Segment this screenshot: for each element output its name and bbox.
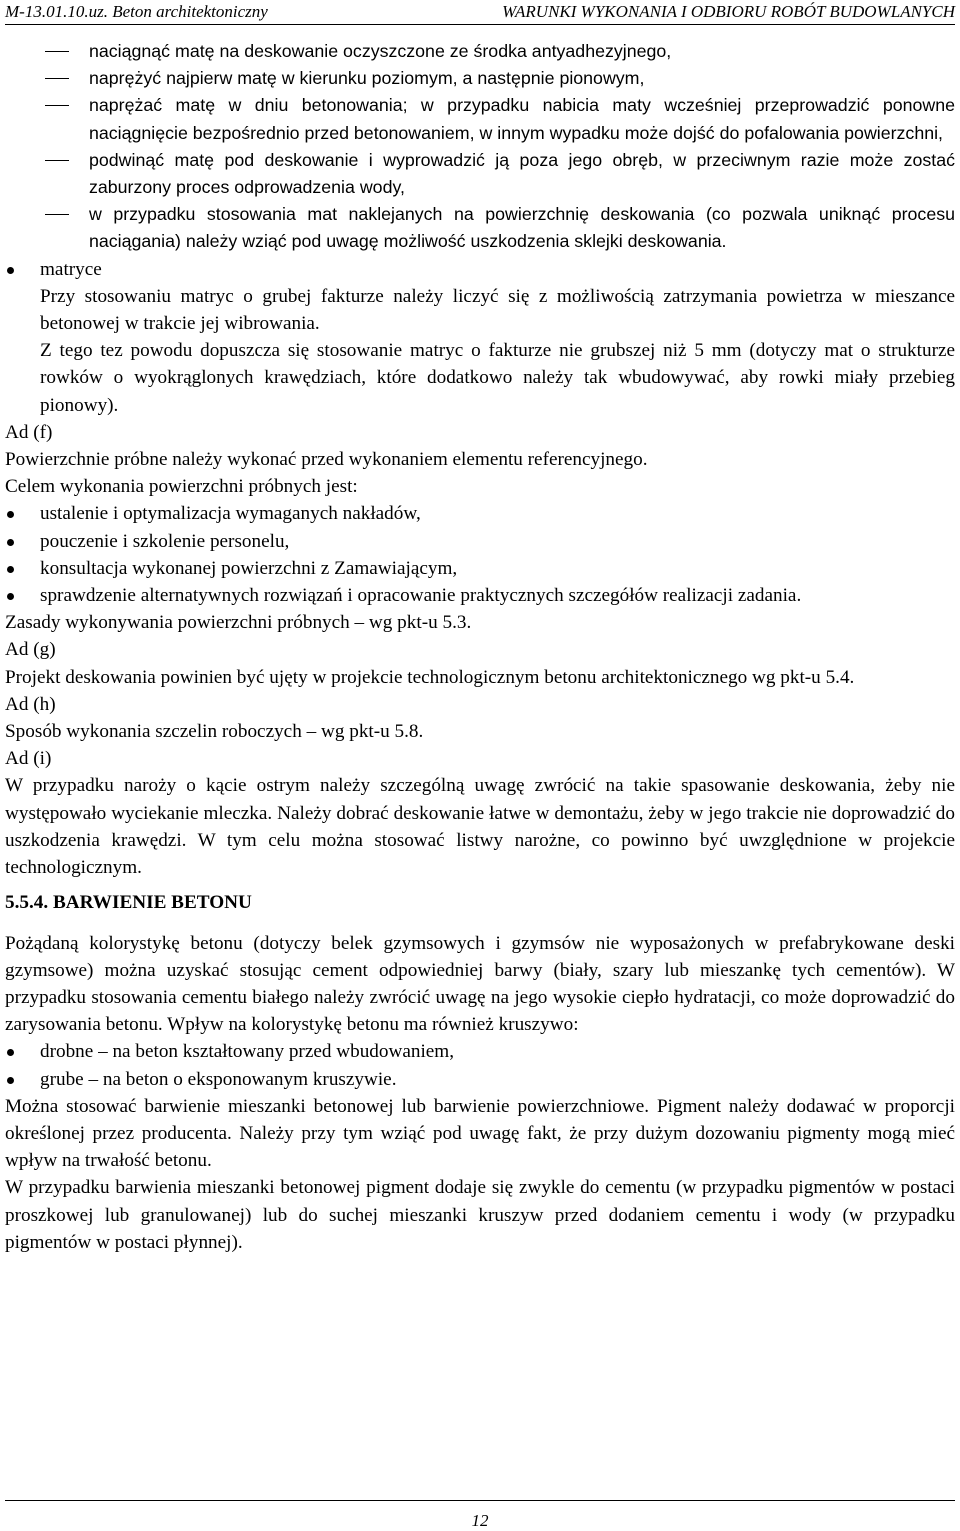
ad-g-label: Ad (g) [5,639,56,661]
dash-item: naciągnąć matę na deskowanie oczyszczone ze środka antyadhezyjnego, [5,38,955,65]
section-paragraph: W przypadku barwienia mieszanki betonowej pigment dodaje się zwykle do cementu (w przypadku pigmentów w postaci proszkowej lub granulowanej) lub do suchej mieszanki kruszyw przed dodaniem cementu i wody (w przypadku pigmentów w postaci płynnej). [5,1177,955,1253]
dash-item: w przypadku stosowania mat naklejanych na powierzchnię deskowania (co pozwala uniknąć procesu naciągania) należy wziąć pod uwagę możliwość uszkodzenia sklejki deskowania. [5,201,955,255]
header-section-title: WARUNKI WYKONANIA I ODBIORU ROBÓT BUDOWLANYCH [502,2,955,21]
ad-h-label: Ad (h) [5,693,56,715]
dash-list [5,38,955,256]
section-paragraph: Pożądaną kolorystykę betonu (dotyczy belek gzymsowych i gzymsów nie wyposażonych w prefabrykowane deski gzymsowe) można uzyskać stosując cement odpowiedniej barwy (biały, szary lub mieszankę tych cementów). W przypadku stosowania cementu białego należy zwrócić uwagę na jego wysokie ciepło hydratacji, co może doprowadzić do zarysowania betonu. Wpływ na kolorystykę betonu ma również kruszywo: [5,932,955,1036]
page-number: 12 [471,1511,489,1530]
matryce-bullet: matryce [5,256,955,283]
ad-f-bullet: ustalenie i optymalizacja wymaganych nakładów, [5,500,955,527]
section-heading: 5.5.4. BARWIENIE BETONU [5,892,252,914]
ad-i-paragraph: W przypadku naroży o kącie ostrym należy szczególną uwagę zwrócić na takie spasowanie deskowania, żeby nie występowało wyciekanie mleczka. Należy dobrać deskowanie łatwe w demontażu, żeby w jego trakcie nie doprowadzić do uszkodzenia krawędzi. W tym celu można stosować listwy narożne, co powinno być uwzględnione w projekcie technologicznym. [5,775,955,879]
footer-rule [5,1500,955,1501]
ad-f-bullet: sprawdzenie alternatywnych rozwiązań i opracowanie praktycznych szczegółów realizacji zadania. [5,582,955,609]
ad-f-paragraph: Zasady wykonywania powierzchni próbnych – wg pkt-u 5.3. [5,612,472,634]
ad-f-paragraph: Powierzchnie próbne należy wykonać przed wykonaniem elementu referencyjnego. [5,449,648,471]
header-document-code: M-13.01.10.uz. Beton architektoniczny [5,2,268,21]
dash-item: naprężyć najpierw matę w kierunku poziomym, a następnie pionowym, [5,65,955,92]
ad-f-bullet: pouczenie i szkolenie personelu, [5,528,955,555]
ad-i-label: Ad (i) [5,748,52,770]
matryce-paragraph: Przy stosowaniu matryc o grubej fakturze należy liczyć się z możliwością zatrzymania powietrza w mieszance betonowej w trakcie jej wibrowania. [40,285,955,335]
ad-h-paragraph: Sposób wykonania szczelin roboczych – wg pkt-u 5.8. [5,721,424,743]
section-bullet: grube – na beton o eksponowanym kruszywie. [5,1066,955,1093]
page-header [5,2,955,25]
dash-item: naprężać matę w dniu betonowania; w przypadku nabicia maty wcześniej przeprowadzić ponowne naciągnięcie bezpośrednio przed betonowaniem, w innym wypadku może dojść do pofalowania powierzchni, [5,92,955,146]
ad-f-bullet: konsultacja wykonanej powierzchni z Zamawiającym, [5,555,955,582]
section-paragraph: Można stosować barwienie mieszanki betonowej lub barwienie powierzchniowe. Pigment należy dodawać w proporcji określonej przez producenta. Należy przy tym wziąć pod uwagę fakt, że przy dużym dozowaniu pigmenty mogą mieć wpływ na trwałość betonu. [5,1095,955,1172]
dash-item: podwinąć matę pod deskowanie i wyprowadzić ją poza jego obręb, w przeciwnym razie może zostać zaburzony proces odprowadzenia wody, [5,147,955,201]
section-bullet: drobne – na beton kształtowany przed wbudowaniem, [5,1038,955,1065]
page-body [5,38,955,1256]
ad-f-label: Ad (f) [5,421,53,443]
matryce-paragraph: Z tego tez powodu dopuszcza się stosowanie matryc o fakturze nie grubszej niż 5 mm (dotyczy mat o strukturze rowków o wyokrąglonych krawędziach, które dodatkowo należy tak wbudowywać, aby rowki miały przebieg pionowy). [40,340,955,416]
ad-f-paragraph: Celem wykonania powierzchni próbnych jest: [5,476,358,498]
ad-g-paragraph: Projekt deskowania powinien być ujęty w projekcie technologicznym betonu architektonicznego wg pkt-u 5.4. [5,666,855,688]
